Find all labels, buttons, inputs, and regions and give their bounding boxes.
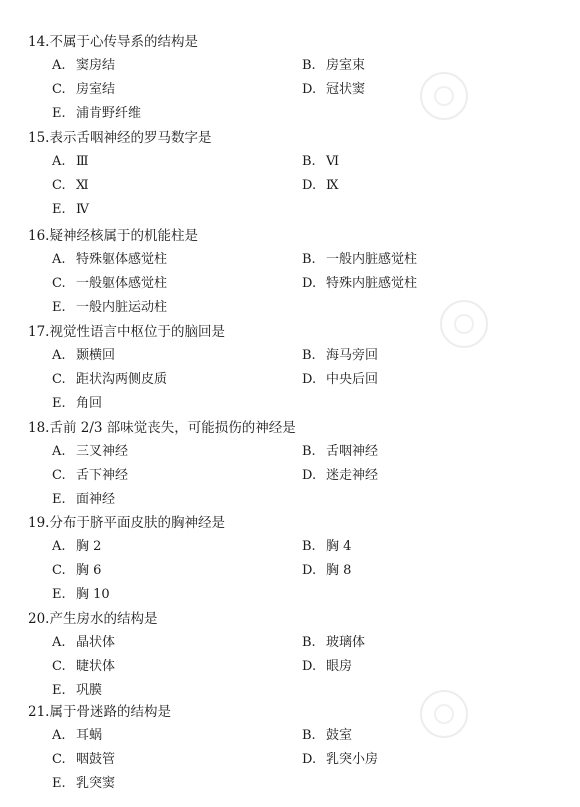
question-20	[0, 610, 580, 706]
question-17	[0, 323, 580, 419]
option-b: B. 舌咽神经	[302, 444, 379, 459]
option-c: C. 距状沟两侧皮质	[52, 372, 168, 387]
option-a: A. 胸 2	[52, 539, 102, 554]
question-number: 18.	[28, 420, 50, 436]
option-b: B. 胸 4	[302, 539, 352, 554]
option-d: D. 胸 8	[302, 563, 352, 578]
option-a: A. 特殊躯体感觉柱	[52, 252, 168, 267]
question-19	[0, 514, 580, 610]
option-d: D. 中央后回	[302, 372, 379, 387]
option-a: A. 颞横回	[52, 348, 116, 363]
option-c: C. 睫状体	[52, 659, 116, 674]
question-stem	[28, 703, 171, 721]
option-e: E. 角回	[52, 396, 103, 411]
option-e: E. 乳突窦	[52, 776, 116, 791]
question-text: 产生房水的结构是	[49, 611, 158, 627]
option-b: B. 房室束	[302, 58, 366, 73]
option-c: C. 胸 6	[52, 563, 102, 578]
option-c: C. 咽鼓管	[52, 752, 116, 767]
question-number: 17.	[28, 324, 50, 340]
question-text: 不属于心传导系的结构是	[49, 34, 198, 50]
question-stem	[28, 129, 211, 147]
option-b: B. Ⅵ	[302, 154, 340, 169]
option-c: C. Ⅺ	[52, 178, 89, 193]
option-b: B. 鼓室	[302, 728, 353, 743]
question-text: 疑神经核属于的机能柱是	[49, 228, 198, 244]
option-c: C. 一般躯体感觉柱	[52, 276, 168, 291]
option-a: A. 晶状体	[52, 635, 116, 650]
question-number: 21.	[28, 704, 50, 720]
question-stem	[28, 514, 225, 532]
option-e: E. 面神经	[52, 492, 116, 507]
question-16	[0, 227, 580, 323]
option-b: B. 玻璃体	[302, 635, 366, 650]
option-d: D. Ⅸ	[302, 178, 339, 193]
question-number: 19.	[28, 515, 50, 531]
question-number: 16.	[28, 228, 50, 244]
option-a: A. 三叉神经	[52, 444, 129, 459]
question-stem	[28, 33, 198, 51]
question-14	[0, 33, 580, 129]
option-c: C. 舌下神经	[52, 468, 129, 483]
option-c: C. 房室结	[52, 82, 116, 97]
option-d: D. 乳突小房	[302, 752, 379, 767]
question-text: 舌前 2/3 部味觉丧失，可能损伤的神经是	[49, 420, 296, 436]
option-a: A. Ⅲ	[52, 154, 89, 169]
option-e: E. Ⅳ	[52, 202, 89, 217]
option-e: E. 胸 10	[52, 587, 110, 602]
question-21	[0, 703, 580, 799]
question-number: 20.	[28, 611, 50, 627]
question-stem	[28, 227, 198, 245]
question-text: 分布于脐平面皮肤的胸神经是	[49, 515, 225, 531]
question-stem	[28, 323, 225, 341]
question-number: 15.	[28, 130, 50, 146]
option-e: E. 一般内脏运动柱	[52, 300, 168, 315]
question-text: 视觉性语言中枢位于的脑回是	[49, 324, 225, 340]
option-a: A. 窦房结	[52, 58, 116, 73]
option-b: B. 一般内脏感觉柱	[302, 252, 418, 267]
option-a: A. 耳蜗	[52, 728, 103, 743]
option-d: D. 特殊内脏感觉柱	[302, 276, 418, 291]
option-e: E. 巩膜	[52, 683, 103, 698]
question-15	[0, 129, 580, 225]
option-e: E. 浦肯野纤维	[52, 106, 142, 121]
option-d: D. 冠状窦	[302, 82, 366, 97]
question-text: 属于骨迷路的结构是	[49, 704, 171, 720]
option-d: D. 迷走神经	[302, 468, 379, 483]
option-b: B. 海马旁回	[302, 348, 379, 363]
question-stem	[28, 610, 157, 628]
question-text: 表示舌咽神经的罗马数字是	[49, 130, 212, 146]
question-stem	[28, 419, 296, 437]
question-18	[0, 419, 580, 515]
question-number: 14.	[28, 34, 50, 50]
option-d: D. 眼房	[302, 659, 353, 674]
